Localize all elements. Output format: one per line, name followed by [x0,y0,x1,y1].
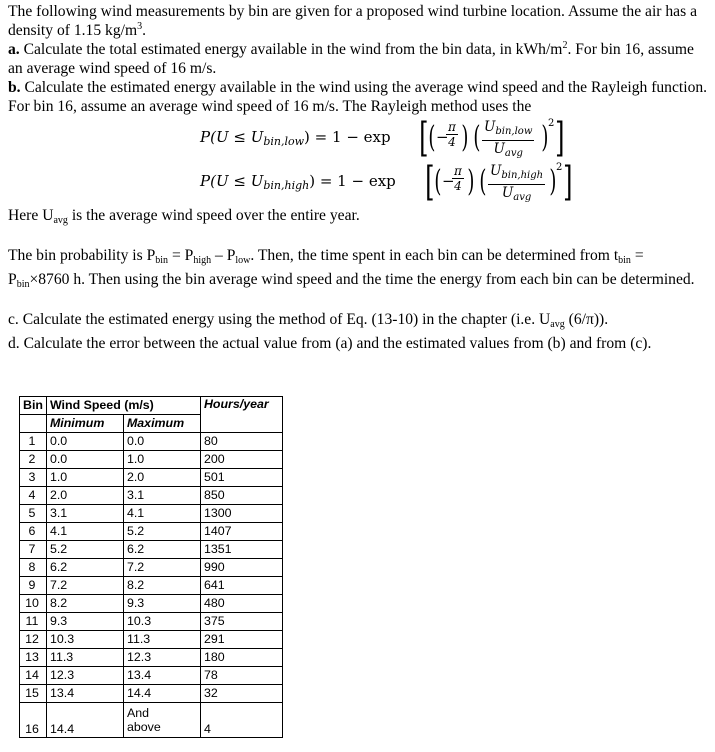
part-c-post: (6/π)). [564,311,609,328]
min-speed-cell: 9.3 [46,613,123,631]
bp-post: ×8760 h. Then using the bin average wind speed and the time the energy from each bin can be determined. [29,271,695,288]
wind-bin-table [19,396,283,738]
bin-cell: 9 [20,577,47,595]
formula-lhs-post: ) = 1 − exp [309,172,396,190]
table-row [20,559,283,577]
bp-mid2: – P [211,247,236,264]
part-b [8,78,708,116]
formula-lhs [200,128,391,151]
bin-cell: 5 [20,505,47,523]
table-row [20,631,283,649]
four: 4 [454,179,462,193]
bp-sub5: bin [16,279,30,290]
bin-probability-paragraph [8,246,708,294]
problem-statement [8,2,708,353]
max-speed-cell: 9.3 [123,595,200,613]
header-bin: Bin [20,397,47,415]
min-speed-cell: 8.2 [46,595,123,613]
min-speed-cell: 14.4 [46,703,123,738]
bp-sub2: high [193,255,212,266]
table-row [20,469,283,487]
max-speed-cell: 3.1 [123,487,200,505]
intro-sup: 3 [137,20,143,32]
bp-sub3: low [235,255,251,266]
ratio-fraction [482,119,534,162]
header-minimum: Minimum [46,415,123,433]
right-paren: ) [461,120,469,155]
table-row [20,667,283,685]
bin-cell: 3 [20,469,47,487]
min-speed-cell: 11.3 [46,649,123,667]
min-speed-cell: 10.3 [46,631,123,649]
intro-end: . [142,22,146,39]
left-bracket: [ [425,159,435,205]
rayleigh-formula-low [8,116,708,160]
exponent: 2 [556,162,563,173]
bin-cell: 13 [20,649,47,667]
ratio-numerator [482,119,534,141]
part-b-text: Calculate the estimated energy available in the wind using the average wind speed and the Rayleigh function. For bin 16, assume an average wind speed of 16 m/s. The Rayleigh method uses the [8,79,708,115]
min-speed-cell: 7.2 [46,577,123,595]
pi-over-four [452,164,464,193]
hours-cell: 291 [200,631,282,649]
min-speed-cell: 12.3 [46,667,123,685]
table-row [20,487,283,505]
pi-symbol: π [448,120,456,134]
table-body [20,433,283,738]
bin-cell: 12 [20,631,47,649]
header-maximum: Maximum [123,415,200,433]
min-speed-cell: 4.1 [46,523,123,541]
bin-cell: 14 [20,667,47,685]
num-u: U [484,119,496,135]
spacer [8,230,708,246]
min-speed-cell: 0.0 [46,433,123,451]
bin-cell: 2 [20,451,47,469]
hours-cell: 641 [200,577,282,595]
table-row [20,433,283,451]
pi-over-four [446,120,458,149]
right-paren-2: ) [549,164,557,199]
max-speed-cell: 0.0 [123,433,200,451]
right-bracket: ] [563,159,573,205]
den-sub: avg [504,148,523,159]
den-sub: avg [513,192,532,203]
formula-lhs-post: ) = 1 − exp [304,128,391,146]
bp-sub1: bin [155,255,169,266]
header-bin-blank [20,415,47,433]
bin-cell: 11 [20,613,47,631]
max-speed-cell: 7.2 [123,559,200,577]
minus-sign: − [436,128,449,146]
min-speed-cell: 0.0 [46,451,123,469]
ratio-denominator [493,141,522,162]
bp-mid1: = P [168,247,194,264]
max-speed-cell: 8.2 [123,577,200,595]
header-wind-speed: Wind Speed (m/s) [46,397,200,415]
right-paren: ) [467,164,475,199]
table-row [20,577,283,595]
part-a [8,40,708,78]
hours-cell: 80 [200,433,282,451]
bin-cell: 1 [20,433,47,451]
hours-cell: 1300 [200,505,282,523]
part-c [8,310,708,334]
hours-cell: 180 [200,649,282,667]
min-speed-cell: 5.2 [46,541,123,559]
den-u: U [493,141,505,157]
bin-cell: 16 [20,703,47,738]
table-row [20,649,283,667]
hours-cell: 501 [200,469,282,487]
bin-cell: 10 [20,595,47,613]
max-line1: And [126,706,150,720]
max-speed-cell: 13.4 [123,667,200,685]
num-sub: bin,high [501,170,544,181]
left-paren-2: ( [473,120,481,155]
num-u: U [490,163,502,179]
hours-cell: 4 [200,703,282,738]
max-line2: above [126,720,161,734]
part-c-pre: c. Calculate the estimated energy using the method of Eq. (13-10) in the chapter (i.e. U [8,311,551,328]
ratio-fraction [488,163,545,206]
right-paren-2: ) [541,120,549,155]
header-hours: Hours/year [200,397,282,433]
wind-bin-table-wrapper [19,396,283,738]
right-bracket: ] [555,115,565,161]
hours-cell: 1351 [200,541,282,559]
min-speed-cell: 1.0 [46,469,123,487]
part-a-text2: . For bin 16, assume an average wind speed of 16 m/s. [8,41,694,77]
formula-lhs [200,172,396,195]
part-d [8,334,708,353]
left-paren: ( [428,120,436,155]
max-speed-cell: 10.3 [123,613,200,631]
bp-mid3: . Then, the time spent in each bin can be determined from t [250,247,619,264]
uavg-pre: Here U [8,207,54,224]
rayleigh-formula-high [8,160,708,204]
intro-paragraph [8,2,708,40]
table-row [20,523,283,541]
hours-cell: 78 [200,667,282,685]
formula-lhs-pre: P(U ≤ U [200,128,264,146]
min-speed-cell: 6.2 [46,559,123,577]
max-speed-cell: 5.2 [123,523,200,541]
left-paren: ( [434,164,442,199]
bin-cell: 4 [20,487,47,505]
max-speed-cell: 1.0 [123,451,200,469]
max-speed-cell: 6.2 [123,541,200,559]
bp-pre: The bin probability is P [8,247,156,264]
part-d-text: d. Calculate the error between the actual value from (a) and the estimated values from (b) and from (c). [8,335,652,352]
part-c-sub: avg [550,319,565,330]
formula-lhs-sub: bin,low [263,135,305,148]
minus-sign: − [442,172,455,190]
bin-cell: 7 [20,541,47,559]
bp-sub4: bin [618,255,631,266]
table-row [20,541,283,559]
left-paren-2: ( [479,164,487,199]
max-speed-cell: 4.1 [123,505,200,523]
max-speed-cell: 14.4 [123,685,200,703]
intro-text: The following wind measurements by bin are given for a proposed wind turbine location. Assume the air has a density of 1.15 kg/m [8,3,697,39]
table-row [20,613,283,631]
uavg-sub: avg [53,215,68,226]
four: 4 [448,135,456,149]
bin-cell: 6 [20,523,47,541]
hours-cell: 850 [200,487,282,505]
max-speed-cell: 2.0 [123,469,200,487]
ratio-denominator [502,185,531,206]
min-speed-cell: 13.4 [46,685,123,703]
spacer [8,294,708,310]
ratio-numerator [488,163,545,185]
table-row [20,595,283,613]
bp-mid4: = P [8,247,644,288]
formula-lhs-sub: bin,high [263,179,310,192]
part-a-sup: 2 [562,39,568,51]
pi-symbol: π [454,164,462,178]
hours-cell: 32 [200,685,282,703]
part-a-label: a. [8,41,20,58]
bin-cell: 8 [20,559,47,577]
part-a-text: Calculate the total estimated energy available in the wind from the bin data, in kWh/m [19,41,563,58]
hours-cell: 200 [200,451,282,469]
left-bracket: [ [419,115,429,161]
table-row [20,451,283,469]
table-row [20,685,283,703]
hours-cell: 1407 [200,523,282,541]
hours-cell: 480 [200,595,282,613]
uavg-post: is the average wind speed over the entire year. [67,207,360,224]
table-row [20,505,283,523]
hours-cell: 375 [200,613,282,631]
num-sub: bin,low [495,126,533,137]
bin-cell: 15 [20,685,47,703]
min-speed-cell: 3.1 [46,505,123,523]
formula-lhs-pre: P(U ≤ U [200,172,264,190]
hours-cell: 990 [200,559,282,577]
max-speed-cell: 11.3 [123,631,200,649]
header-row-1 [20,397,283,415]
min-speed-cell: 2.0 [46,487,123,505]
table-row [20,703,283,738]
uavg-note [8,206,708,230]
max-speed-cell: 12.3 [123,649,200,667]
max-speed-cell [123,703,200,738]
part-b-label: b. [8,79,21,96]
exponent: 2 [548,118,555,129]
den-u: U [501,185,514,201]
